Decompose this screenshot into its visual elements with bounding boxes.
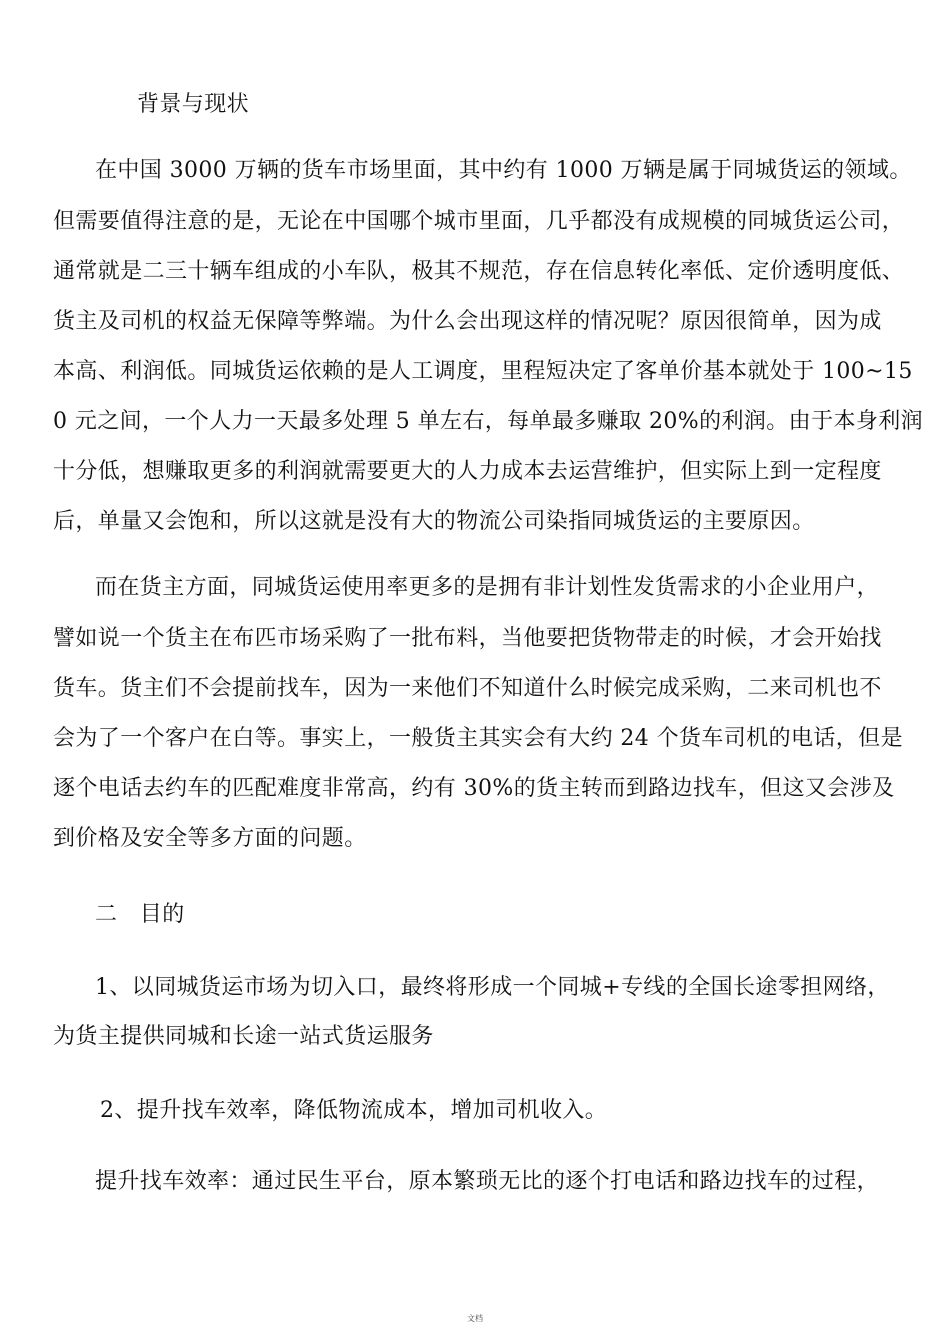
paragraph-line: 譬如说一个货主在布匹市场采购了一批布料，当他要把货物带走的时候，才会开始找	[53, 626, 882, 651]
paragraph-line: 十分低，想赚取更多的利润就需要更大的人力成本去运营维护，但实际上到一定程度	[53, 459, 882, 484]
paragraph-line: 在中国 3000 万辆的货车市场里面，其中约有 1000 万辆是属于同城货运的领域。	[95, 158, 912, 183]
page-footer-label: 文档	[467, 1314, 483, 1323]
section-heading-background: 背景与现状	[137, 92, 250, 117]
paragraph-line: 后，单量又会饱和，所以这就是没有大的物流公司染指同城货运的主要原因。	[53, 509, 815, 534]
paragraph-line: 通常就是二三十辆车组成的小车队，极其不规范，存在信息转化率低、定价透明度低、	[53, 259, 905, 284]
paragraph-line: 本高、利润低。同城货运依赖的是人工调度，里程短决定了客单价基本就处于 100~15	[53, 359, 913, 384]
paragraph-line: 提升找车效率：通过民生平台，原本繁琐无比的逐个打电话和路边找车的过程，	[95, 1169, 880, 1194]
paragraph-line: 0 元之间，一个人力一天最多处理 5 单左右，每单最多赚取 20%的利润。由于本身利润	[53, 409, 924, 434]
paragraph-line: 会为了一个客户在白等。事实上，一般货主其实会有大约 24 个货车司机的电话，但是	[53, 726, 903, 751]
list-item-1: 1、以同城货运市场为切入口，最终将形成一个同城+专线的全国长途零担网络，	[95, 975, 890, 1000]
list-item-2: 2、提升找车效率，降低物流成本，增加司机收入。	[100, 1098, 608, 1123]
paragraph-line: 而在货主方面，同城货运使用率更多的是拥有非计划性发货需求的小企业用户，	[95, 575, 880, 600]
paragraph-line: 但需要值得注意的是，无论在中国哪个城市里面，几乎都没有成规模的同城货运公司，	[53, 209, 905, 234]
paragraph-line: 货主及司机的权益无保障等弊端。为什么会出现这样的情况呢？原因很简单，因为成	[53, 309, 882, 334]
list-item-1-continuation: 为货主提供同城和长途一站式货运服务	[53, 1024, 434, 1049]
paragraph-line: 货车。货主们不会提前找车，因为一来他们不知道什么时候完成采购，二来司机也不	[53, 676, 882, 701]
section-heading-purpose: 二 目的	[95, 902, 185, 927]
paragraph-line: 到价格及安全等多方面的问题。	[53, 826, 367, 851]
paragraph-line: 逐个电话去约车的匹配难度非常高，约有 30%的货主转而到路边找车，但这又会涉及	[53, 776, 895, 801]
